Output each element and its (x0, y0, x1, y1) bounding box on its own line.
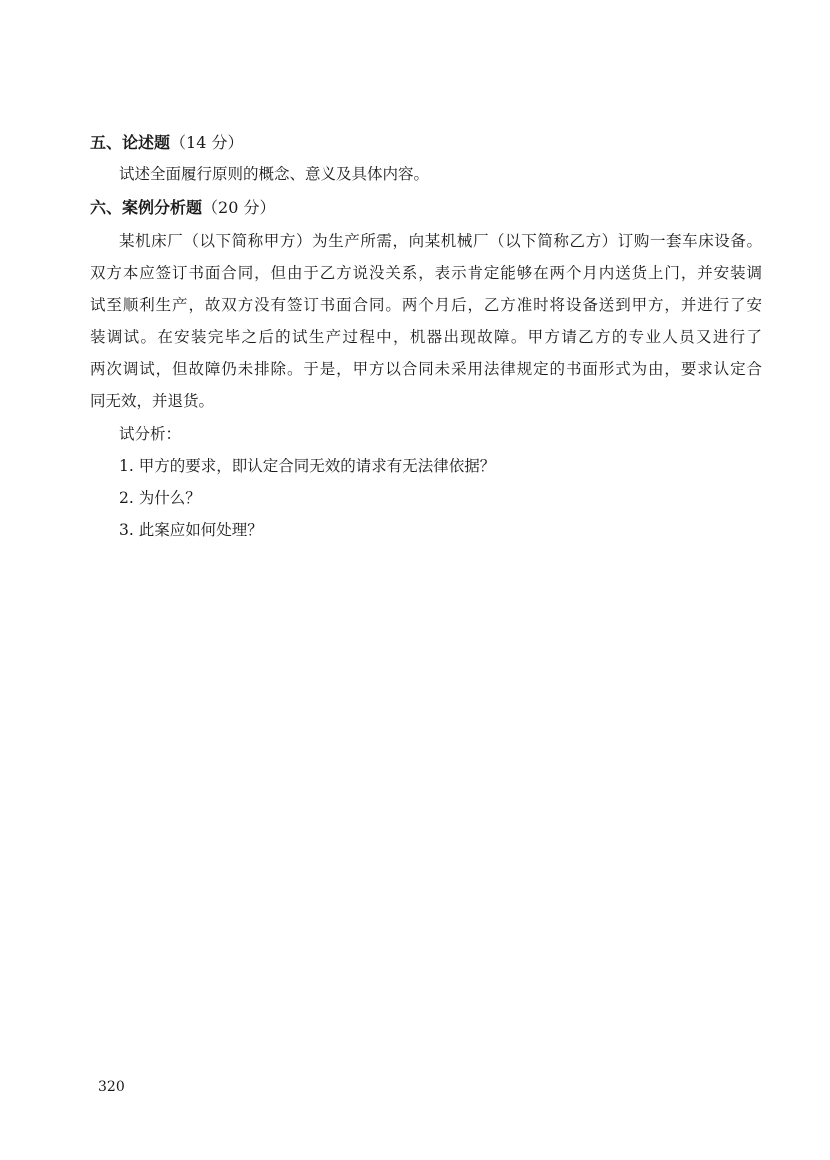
section-5-title: 五、论述题 (90, 133, 171, 152)
question-3: 3. 此案应如何处理？ (119, 521, 263, 539)
case-line-1: 某机床厂（以下简称甲方）为生产所需，向某机械厂（以下简称乙方）订购一套车床设备。 (119, 232, 762, 250)
section-6-heading (90, 198, 275, 218)
section-5-score: （14 分） (170, 133, 244, 152)
case-line-6: 同无效，并退货。 (90, 392, 215, 410)
section-6-title: 六、案例分析题 (90, 198, 203, 217)
question-2: 2. 为什么？ (119, 489, 201, 507)
section-5-question: 试述全面履行原则的概念、意义及具体内容。 (119, 165, 430, 183)
case-line-4: 装调试。在安装完毕之后的试生产过程中，机器出现故障。甲方请乙方的专业人员又进行了 (90, 328, 762, 346)
question-1: 1. 甲方的要求，即认定合同无效的请求有无法律依据？ (119, 457, 496, 475)
section-5-heading (90, 133, 243, 153)
analysis-prompt: 试分析： (119, 425, 182, 443)
case-line-5: 两次调试，但故障仍未排除。于是，甲方以合同未采用法律规定的书面形式为由，要求认定合 (90, 360, 762, 378)
page-number: 320 (98, 1079, 125, 1095)
case-line-2: 双方本应签订书面合同，但由于乙方说没关系，表示肯定能够在两个月内送货上门，并安装调 (90, 264, 762, 282)
section-6-score: （20 分） (202, 198, 276, 217)
case-line-3: 试至顺利生产，故双方没有签订书面合同。两个月后，乙方准时将设备送到甲方，并进行了安 (90, 296, 762, 314)
